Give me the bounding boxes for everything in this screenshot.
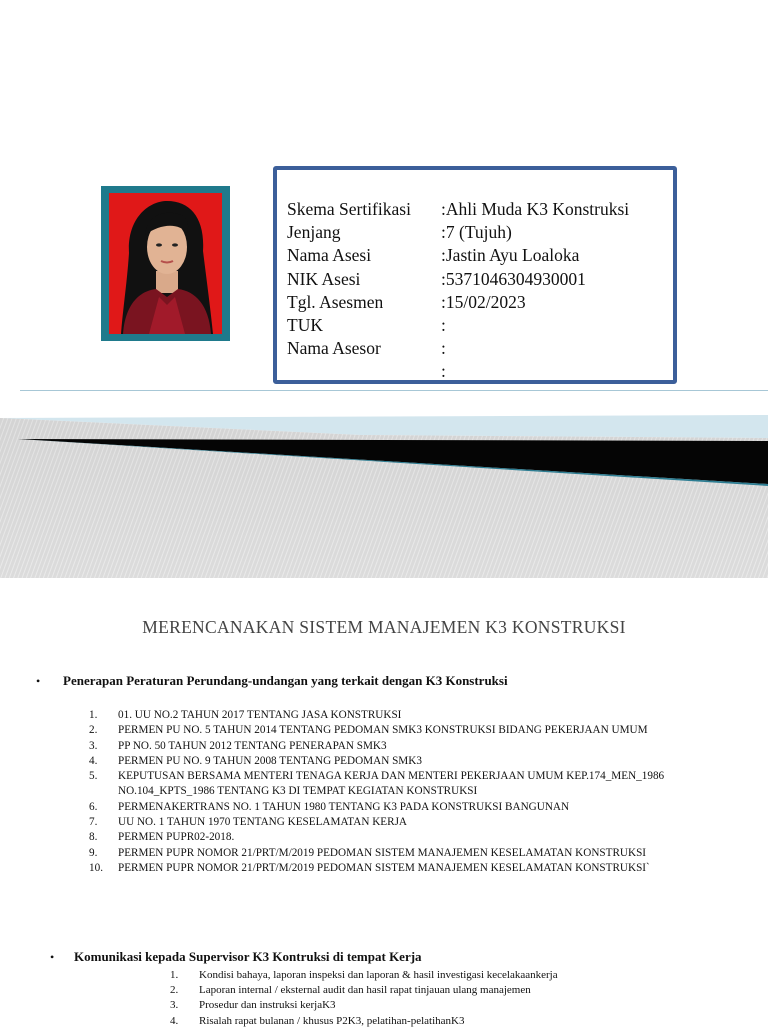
list-item: [170, 983, 558, 998]
list-item: [89, 708, 664, 723]
list-text: Risalah rapat bulanan / khusus P2K3, pelatihan-pelatihanK3: [199, 1014, 465, 1027]
info-value: :: [441, 315, 446, 336]
portrait-illustration: [109, 193, 222, 334]
info-value: :15/02/2023: [441, 291, 526, 312]
list-number: 4.: [89, 754, 98, 767]
info-row: [287, 314, 629, 337]
info-row: [287, 221, 629, 244]
info-row: [287, 291, 629, 314]
list-text: PP NO. 50 TAHUN 2012 TENTANG PENERAPAN SMK3: [118, 739, 387, 752]
list-item: [89, 815, 664, 830]
info-value: :7 (Tujuh): [441, 222, 512, 243]
list-text: 01. UU NO.2 TAHUN 2017 TENTANG JASA KONSTRUKSI: [118, 709, 402, 721]
info-label: Nama Asesor: [287, 338, 381, 359]
list-number: 9.: [89, 846, 98, 859]
list-item: [170, 998, 558, 1013]
photo-frame: [101, 186, 230, 341]
list-text: PERMENAKERTRANS NO. 1 TAHUN 1980 TENTANG K3 PADA KONSTRUKSI BANGUNAN: [118, 800, 570, 813]
list-text: UU NO. 1 TAHUN 1970 TENTANG KESELAMATAN KERJA: [118, 816, 408, 829]
list-number: 2.: [170, 984, 179, 997]
list-text: NO.104_KPTS_1986 TENTANG K3 DI TEMPAT KEGIATAN KONSTRUKSI: [118, 785, 478, 798]
list-number: 4.: [170, 1014, 179, 1027]
slide-title: MERENCANAKAN SISTEM MANAJEMEN K3 KONSTRUKSI: [142, 617, 626, 637]
list-item: [170, 1014, 558, 1029]
slide-2: [0, 578, 768, 1027]
list-number: 3.: [170, 999, 179, 1012]
decorative-band: [0, 415, 768, 578]
list-text: KEPUTUSAN BERSAMA MENTERI TENAGA KERJA DAN MENTERI PEKERJAAN UMUM KEP.174_MEN_1986: [118, 770, 665, 783]
list-item: [89, 784, 664, 799]
info-label: NIK Asesi: [287, 268, 361, 289]
list-number: 10.: [89, 861, 103, 874]
list-number: 1.: [89, 709, 98, 721]
info-label: Nama Asesi: [287, 245, 372, 266]
list-number: 7.: [89, 816, 98, 829]
list-text: PERMEN PUPR02-2018.: [118, 831, 235, 844]
info-label: Skema Sertifikasi: [287, 199, 411, 219]
list-item: [89, 846, 664, 861]
list-text: Laporan internal / eksternal audit dan hasil rapat tinjauan ulang manajemen: [199, 984, 531, 997]
list-text: PERMEN PUPR NOMOR 21/PRT/M/2019 PEDOMAN SISTEM MANAJEMEN KESELAMATAN KONSTRUKSI`: [118, 861, 650, 874]
regulation-list: [89, 708, 664, 876]
list-number: 5.: [89, 770, 98, 783]
list-text: Prosedur dan instruksi kerjaK3: [199, 999, 336, 1012]
info-label: Jenjang: [287, 222, 341, 243]
communication-list: [170, 968, 558, 1029]
list-item: [89, 861, 664, 876]
list-item: [170, 968, 558, 983]
divider-line: [20, 390, 768, 391]
list-number: 6.: [89, 800, 98, 813]
list-item: [89, 800, 664, 815]
info-label: [287, 360, 441, 383]
info-value: :5371046304930001: [441, 268, 586, 289]
info-table: [287, 198, 629, 384]
list-number: 1.: [170, 969, 179, 981]
list-item: [89, 754, 664, 769]
list-item: [89, 830, 664, 845]
info-value: :: [441, 338, 446, 359]
info-value: :Jastin Ayu Loaloka: [441, 245, 580, 266]
asesi-photo: [109, 193, 222, 334]
bullet-icon: •: [36, 674, 41, 688]
list-text: PERMEN PU NO. 5 TAHUN 2014 TENTANG PEDOMAN SMK3 KONSTRUKSI BIDANG PEKERJAAN UMUM: [118, 724, 648, 737]
list-number: [89, 784, 118, 799]
list-item: [89, 769, 664, 784]
info-row: [287, 337, 629, 360]
info-value: :: [441, 361, 446, 382]
section-heading-communication: Komunikasi kepada Supervisor K3 Kontruksi di tempat Kerja: [74, 949, 422, 964]
info-row: [287, 198, 629, 221]
info-row: [287, 244, 629, 267]
list-text: PERMEN PU NO. 9 TAHUN 2008 TENTANG PEDOMAN SMK3: [118, 754, 422, 767]
list-item: [89, 723, 664, 738]
bullet-icon: •: [50, 950, 55, 964]
info-value: :Ahli Muda K3 Konstruksi: [441, 199, 630, 219]
list-number: 3.: [89, 739, 98, 752]
info-row: [287, 360, 629, 383]
info-row: [287, 268, 629, 291]
info-box: [273, 166, 677, 384]
list-text: Kondisi bahaya, laporan inspeksi dan laporan & hasil investigasi kecelakaankerja: [199, 969, 558, 981]
info-label: Tgl. Asesmen: [287, 291, 384, 312]
list-item: [89, 739, 664, 754]
list-text: PERMEN PUPR NOMOR 21/PRT/M/2019 PEDOMAN SISTEM MANAJEMEN KESELAMATAN KONSTRUKSI: [118, 846, 647, 859]
info-label: TUK: [287, 315, 323, 336]
section-heading-regulations: Penerapan Peraturan Perundang-undangan yang terkait dengan K3 Konstruksi: [63, 673, 508, 688]
list-number: 2.: [89, 724, 98, 737]
list-number: 8.: [89, 831, 98, 844]
